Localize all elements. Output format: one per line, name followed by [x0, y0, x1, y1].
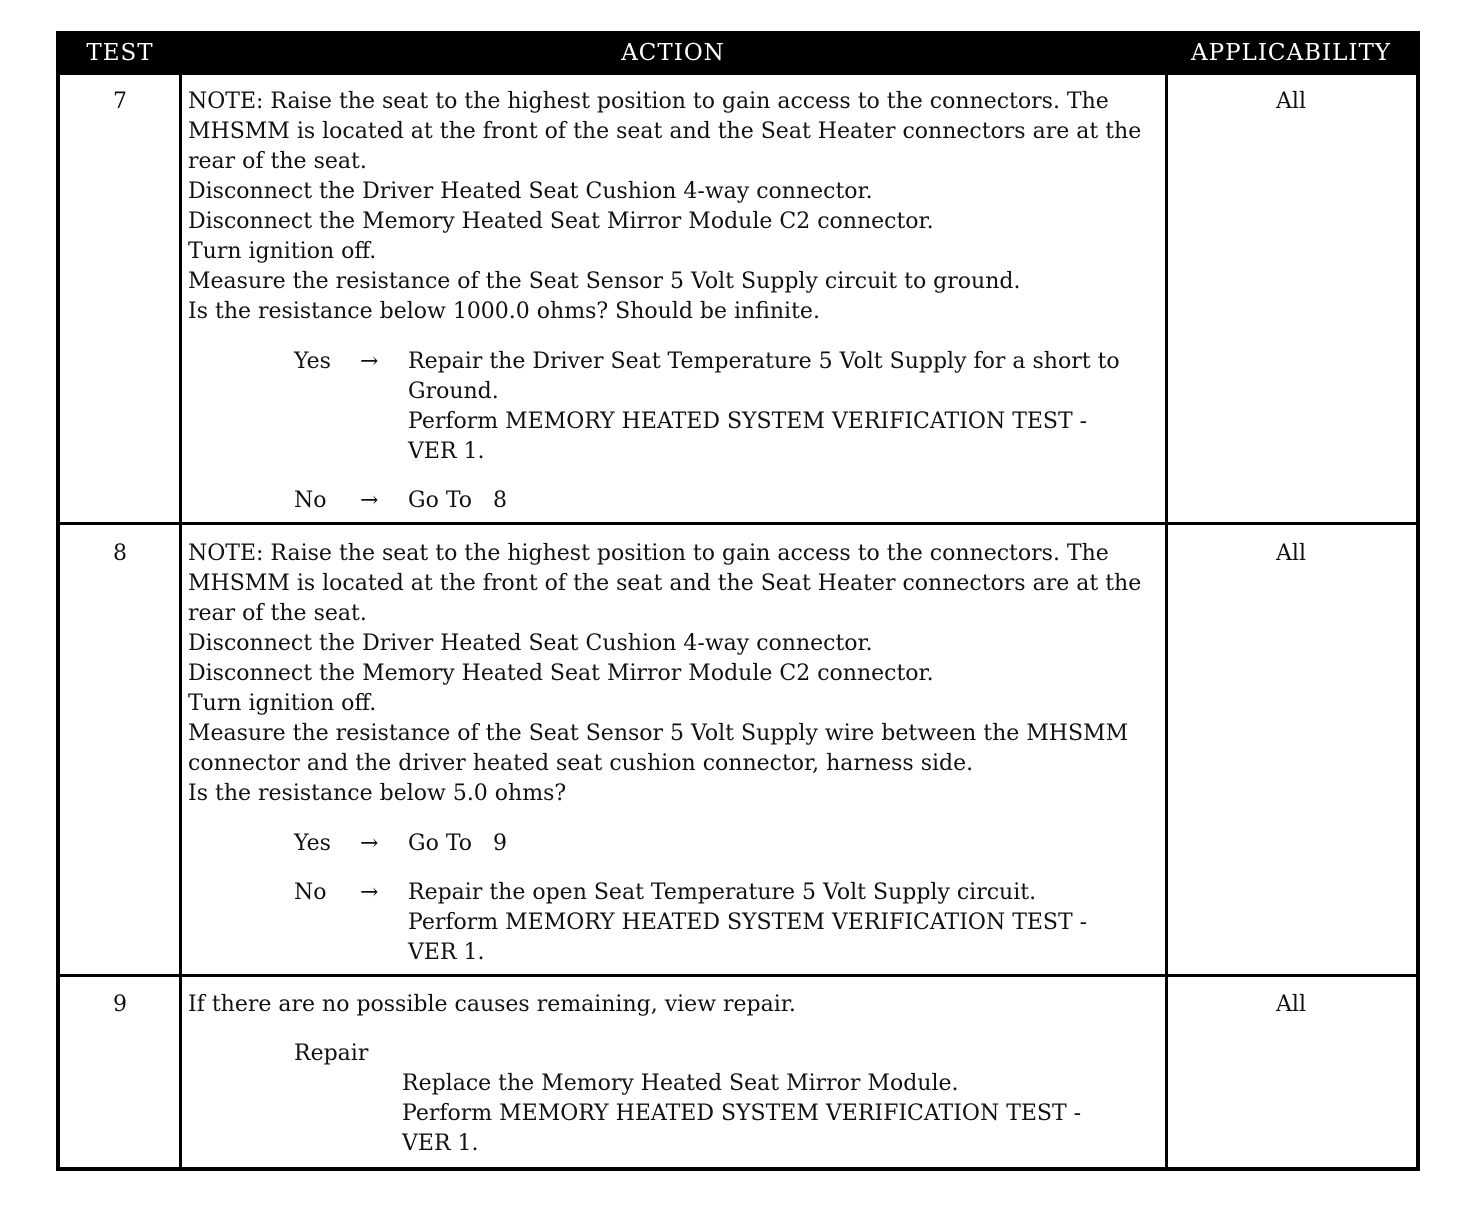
test-number: 9 [113, 992, 127, 1017]
row-divider [60, 974, 1416, 977]
no-result: Go To 8 [408, 488, 507, 513]
applicability-value: All [1276, 541, 1306, 566]
no-label: No [294, 488, 327, 513]
no-label: No [294, 880, 327, 905]
test-number: 7 [113, 89, 127, 114]
applicability-value: All [1276, 992, 1306, 1017]
repair-label: Repair [294, 1041, 369, 1066]
table-header [60, 35, 1416, 75]
no-result: Repair the open Seat Temperature 5 Volt Supply circuit. Perform MEMORY HEATED SYSTEM VERIFICATION TEST - VER 1. [408, 880, 1088, 965]
header-action: ACTION [621, 40, 725, 66]
arrow-icon: → [360, 831, 379, 856]
arrow-icon: → [360, 488, 379, 513]
yes-label: Yes [294, 349, 331, 374]
action-text: NOTE: Raise the seat to the highest position to gain access to the connectors. The MHSMM is located at the front of the seat and the Seat Heater connectors are at the rear of the seat. Disconnect the Driver Heated Seat Cushion 4-way connector. Disconnect the Memory Heated Seat Mirror Module C2 connector. Turn ignition off. Measure the resistance of the Seat Sensor 5 Volt Supply circuit to ground. Is the resistance below 1000.0 ohms? Should be infinite. [188, 89, 1142, 324]
yes-label: Yes [294, 831, 331, 856]
arrow-icon: → [360, 880, 379, 905]
applicability-value: All [1276, 89, 1306, 114]
yes-result: Go To 9 [408, 831, 507, 856]
header-applicability: APPLICABILITY [1191, 40, 1391, 66]
action-text: NOTE: Raise the seat to the highest position to gain access to the connectors. The MHSMM is located at the front of the seat and the Seat Heater connectors are at the rear of the seat. Disconnect the Driver Heated Seat Cushion 4-way connector. Disconnect the Memory Heated Seat Mirror Module C2 connector. Turn ignition off. Measure the resistance of the Seat Sensor 5 Volt Supply wire between the MHSMM connector and the driver heated seat cushion connector, harness side. Is the resistance below 5.0 ohms? [188, 541, 1142, 806]
repair-steps: Replace the Memory Heated Seat Mirror Module. Perform MEMORY HEATED SYSTEM VERIFICATION TEST - VER 1. [402, 1071, 1082, 1156]
action-text: If there are no possible causes remaining, view repair. [188, 992, 796, 1017]
yes-result: Repair the Driver Seat Temperature 5 Volt Supply for a short to Ground. Perform MEMORY HEATED SYSTEM VERIFICATION TEST - VER 1. [408, 349, 1120, 464]
header-test: TEST [86, 40, 154, 66]
row-divider [60, 522, 1416, 525]
test-number: 8 [113, 541, 127, 566]
test-table [56, 31, 1420, 1171]
arrow-icon: → [360, 349, 379, 374]
